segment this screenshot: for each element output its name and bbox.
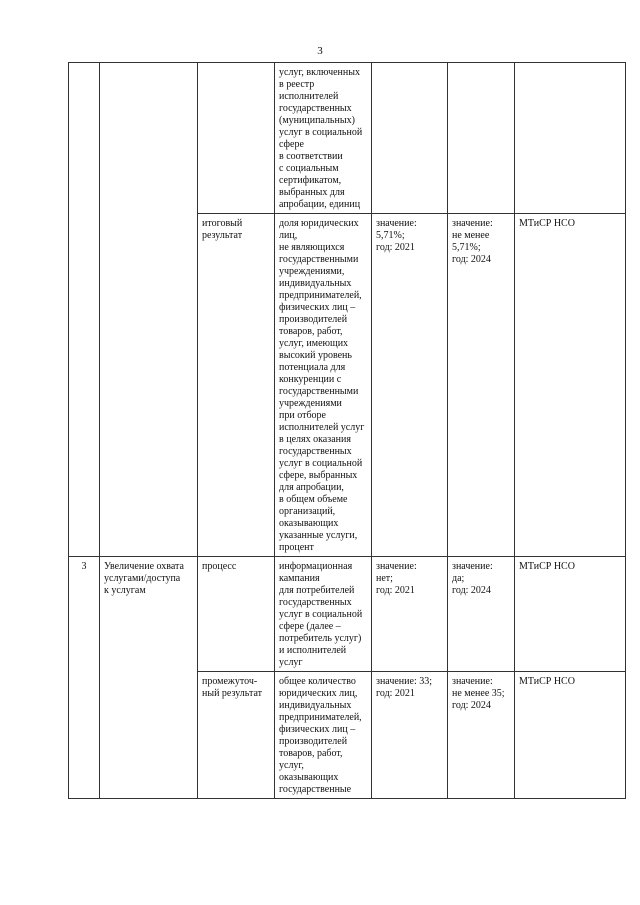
row-number-cell xyxy=(69,63,100,557)
goal-cell xyxy=(100,63,198,557)
indicator-cell: доля юридических лиц, не являющихся государственными учреждениями, индивидуальных предпринимателей, физических лиц – производителей товаров, работ, услуг, имеющих высокий уровень потенциала для конкуренции с государственными учреждениями при отборе исполнителей услуг в целях оказания государственных услуг в социальной сфере, выбранных для апробации, в общем объеме организаций, оказывающих указанные услуги, процент xyxy=(275,214,372,557)
base-value-cell: значение: 33; год: 2021 xyxy=(372,672,448,799)
table-row xyxy=(69,63,626,214)
responsible-cell: МТиСР НСО xyxy=(515,557,626,672)
type-cell xyxy=(198,63,275,214)
table-row xyxy=(69,557,626,672)
type-cell: промежуточ- ный результат xyxy=(198,672,275,799)
results-table xyxy=(68,62,626,799)
target-value-cell: значение: да; год: 2024 xyxy=(448,557,515,672)
type-cell: итоговый результат xyxy=(198,214,275,557)
base-value-cell: значение: 5,71%; год: 2021 xyxy=(372,214,448,557)
goal-cell: Увеличение охвата услугами/доступа к услугам xyxy=(100,557,198,799)
target-value-cell: значение: не менее 35; год: 2024 xyxy=(448,672,515,799)
responsible-cell xyxy=(515,63,626,214)
target-value-cell xyxy=(448,63,515,214)
indicator-cell: общее количество юридических лиц, индивидуальных предпринимателей, физических лиц – производителей товаров, работ, услуг, оказывающих государственные xyxy=(275,672,372,799)
target-value-cell: значение: не менее 5,71%; год: 2024 xyxy=(448,214,515,557)
page-number: 3 xyxy=(317,45,323,57)
indicator-cell: услуг, включенных в реестр исполнителей государственных (муниципальных) услуг в социальной сфере в соответствии с социальным сертификатом, выбранных для апробации, единиц xyxy=(275,63,372,214)
base-value-cell: значение: нет; год: 2021 xyxy=(372,557,448,672)
row-number-cell: 3 xyxy=(69,557,100,799)
base-value-cell xyxy=(372,63,448,214)
responsible-cell: МТиСР НСО xyxy=(515,214,626,557)
responsible-cell: МТиСР НСО xyxy=(515,672,626,799)
indicator-cell: информационная кампания для потребителей государственных услуг в социальной сфере (далее – потребитель услуг) и исполнителей услуг xyxy=(275,557,372,672)
type-cell: процесс xyxy=(198,557,275,672)
